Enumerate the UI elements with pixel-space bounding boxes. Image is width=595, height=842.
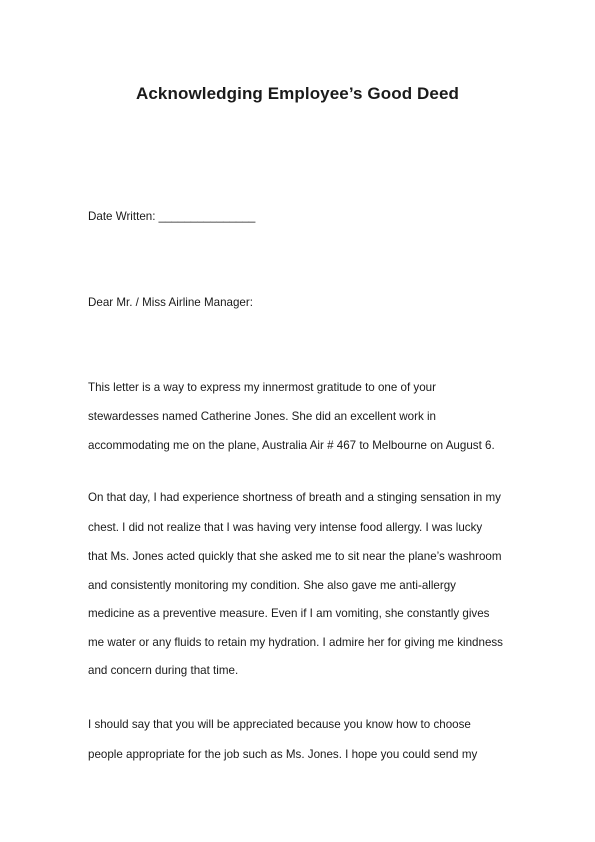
paragraph-1-line-2: stewardesses named Catherine Jones. She did an excellent work in bbox=[88, 410, 437, 423]
paragraph-2-line-7: and concern during that time. bbox=[88, 664, 239, 677]
paragraph-1-line-1: This letter is a way to express my innermost gratitude to one of your bbox=[88, 381, 436, 394]
paragraph-2-line-3: that Ms. Jones acted quickly that she asked me to sit near the plane’s washroom bbox=[88, 550, 502, 563]
salutation: Dear Mr. / Miss Airline Manager: bbox=[88, 296, 253, 309]
paragraph-2-line-6: me water or any fluids to retain my hydration. I admire her for giving me kindness bbox=[88, 636, 503, 649]
paragraph-2-line-4: and consistently monitoring my condition. She also gave me anti-allergy bbox=[88, 579, 456, 592]
document-title: Acknowledging Employee’s Good Deed bbox=[136, 84, 459, 103]
paragraph-2-line-2: chest. I did not realize that I was having very intense food allergy. I was lucky bbox=[88, 521, 483, 534]
paragraph-3-line-1: I should say that you will be appreciated because you know how to choose bbox=[88, 718, 471, 731]
paragraph-2-line-1: On that day, I had experience shortness of breath and a stinging sensation in my bbox=[88, 491, 501, 504]
date-written-line: Date Written: _______________ bbox=[88, 210, 256, 223]
paragraph-1-line-3: accommodating me on the plane, Australia Air # 467 to Melbourne on August 6. bbox=[88, 439, 495, 452]
paragraph-3-line-2: people appropriate for the job such as Ms. Jones. I hope you could send my bbox=[88, 748, 478, 761]
paragraph-2-line-5: medicine as a preventive measure. Even if I am vomiting, she constantly gives bbox=[88, 607, 490, 620]
